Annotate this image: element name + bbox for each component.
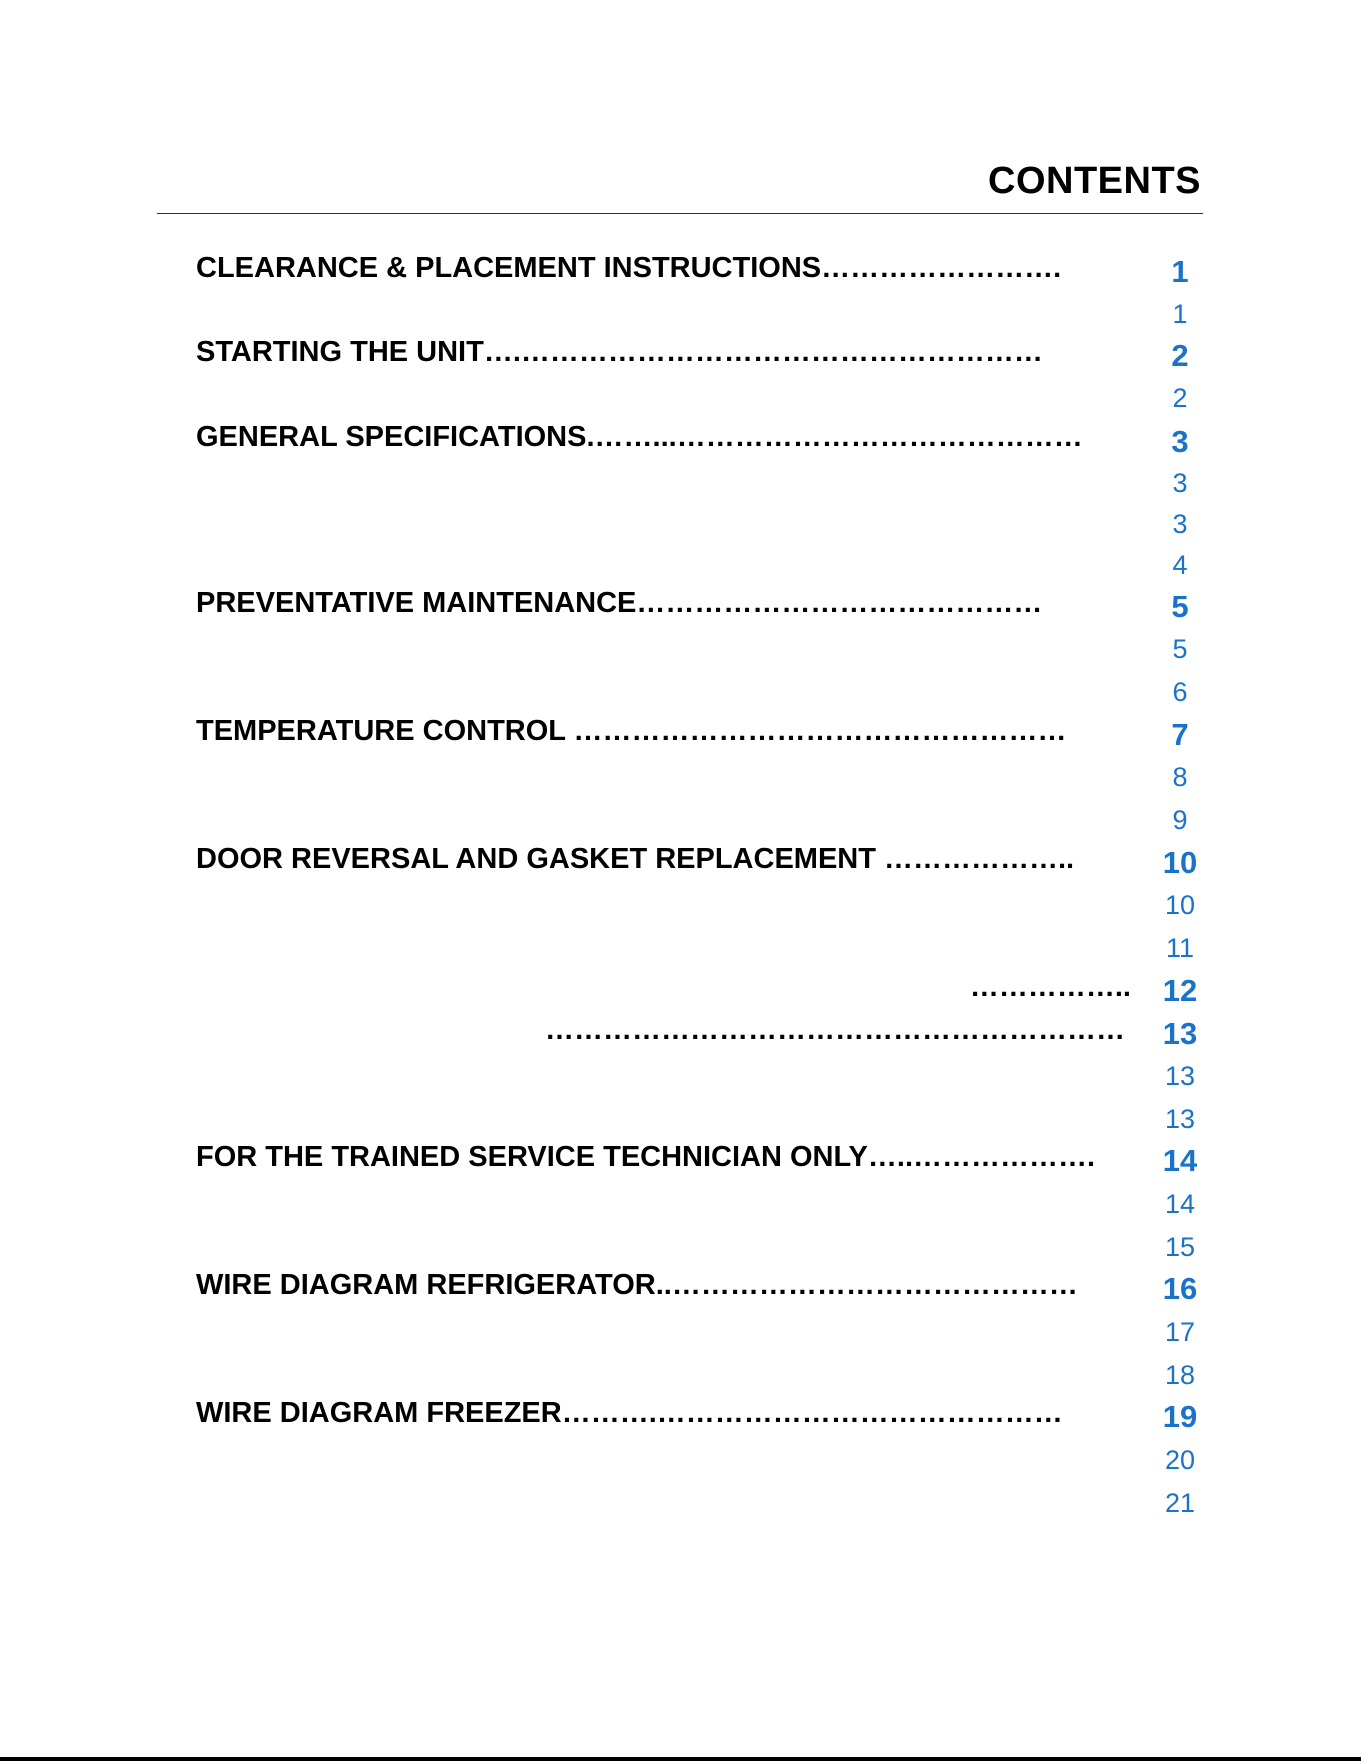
toc-entry-label: TEMPERATURE CONTROL	[196, 715, 574, 747]
bottom-edge-line	[0, 1757, 1361, 1761]
page-number[interactable]: 13	[1162, 1016, 1198, 1051]
page-number[interactable]: 14	[1162, 1143, 1198, 1178]
toc-leader-dots: .……...……………………………………	[586, 421, 1083, 453]
page-number[interactable]: 14	[1164, 1189, 1196, 1219]
page-number[interactable]: 21	[1164, 1488, 1196, 1518]
page-number[interactable]: 16	[1162, 1271, 1198, 1306]
toc-entry-clearance[interactable]	[196, 252, 1131, 285]
toc-leader-dots: ……………..	[969, 971, 1131, 1003]
page-number[interactable]: 3	[1171, 424, 1189, 459]
toc-entry-temperature[interactable]	[196, 715, 1131, 748]
toc-entry-label: WIRE DIAGRAM REFRIGERATOR	[196, 1269, 656, 1301]
page-number[interactable]: 2	[1172, 383, 1188, 413]
toc-entry-wire-freezer[interactable]	[196, 1397, 1131, 1430]
toc-entry-door-reversal[interactable]	[196, 843, 1131, 876]
toc-entry-label: DOOR REVERSAL AND GASKET REPLACEMENT	[196, 843, 884, 875]
toc-leader-dots: ……………………………………………………	[545, 1014, 1125, 1046]
toc-entry-label: PREVENTATIVE MAINTENANCE	[196, 587, 637, 619]
page-number[interactable]: 2	[1171, 338, 1189, 373]
page-number[interactable]: 13	[1164, 1104, 1196, 1134]
page-number[interactable]: 5	[1172, 634, 1188, 664]
toc-leader-dots: …..……………….	[867, 1141, 1096, 1173]
page-number[interactable]: 1	[1172, 299, 1188, 329]
page-number[interactable]: 13	[1164, 1061, 1196, 1091]
toc-leader-dots: ..……………………………………	[655, 1269, 1078, 1301]
toc-leader-dots: …………………….	[821, 252, 1062, 284]
page-number[interactable]: 19	[1162, 1399, 1198, 1434]
page-number[interactable]: 17	[1164, 1317, 1196, 1347]
page-number[interactable]: 9	[1172, 805, 1188, 835]
toc-entry-label: FOR THE TRAINED SERVICE TECHNICIAN ONLY	[196, 1141, 868, 1173]
page-number[interactable]: 4	[1172, 550, 1188, 580]
page-number[interactable]: 18	[1164, 1360, 1196, 1390]
page-number[interactable]: 3	[1172, 509, 1188, 539]
page-number[interactable]: 8	[1172, 762, 1188, 792]
toc-leader-dots: ……………………………………	[636, 587, 1043, 619]
page-number[interactable]: 15	[1164, 1232, 1196, 1262]
page-number[interactable]: 11	[1165, 933, 1195, 963]
page-number[interactable]: 12	[1162, 973, 1198, 1008]
page-number[interactable]: 20	[1164, 1445, 1196, 1475]
toc-entry-blank-13[interactable]	[196, 1014, 1125, 1047]
page-number[interactable]: 1	[1171, 254, 1189, 289]
page-number[interactable]: 7	[1171, 717, 1189, 752]
page-number[interactable]: 3	[1172, 468, 1188, 498]
toc-entry-blank-12[interactable]	[196, 971, 1131, 1004]
toc-leader-dots: ……………………………………………	[573, 715, 1067, 747]
toc-entry-starting[interactable]	[196, 336, 1131, 369]
page-title: CONTENTS	[988, 160, 1201, 202]
toc-entry-label: WIRE DIAGRAM FREEZER	[196, 1397, 562, 1429]
toc-leader-dots: ………………..	[884, 843, 1075, 875]
page-number[interactable]: 10	[1162, 845, 1198, 880]
toc-entry-label: CLEARANCE & PLACEMENT INSTRUCTIONS	[196, 252, 822, 284]
toc-entry-technician[interactable]	[196, 1141, 1131, 1174]
toc-leader-dots: ….………………………………………………	[483, 336, 1043, 368]
toc-leader-dots: ……….……………………………………	[561, 1397, 1063, 1429]
page-number[interactable]: 10	[1164, 890, 1196, 920]
page-number[interactable]: 5	[1171, 589, 1189, 624]
toc-entry-specifications[interactable]	[196, 421, 1131, 454]
toc-entry-wire-refrigerator[interactable]	[196, 1269, 1131, 1302]
title-divider	[157, 213, 1203, 214]
toc-entry-label: STARTING THE UNIT	[196, 336, 484, 368]
page-number[interactable]: 6	[1172, 677, 1188, 707]
toc-entry-maintenance[interactable]	[196, 587, 1131, 620]
toc-entry-label: GENERAL SPECIFICATIONS	[196, 421, 587, 453]
